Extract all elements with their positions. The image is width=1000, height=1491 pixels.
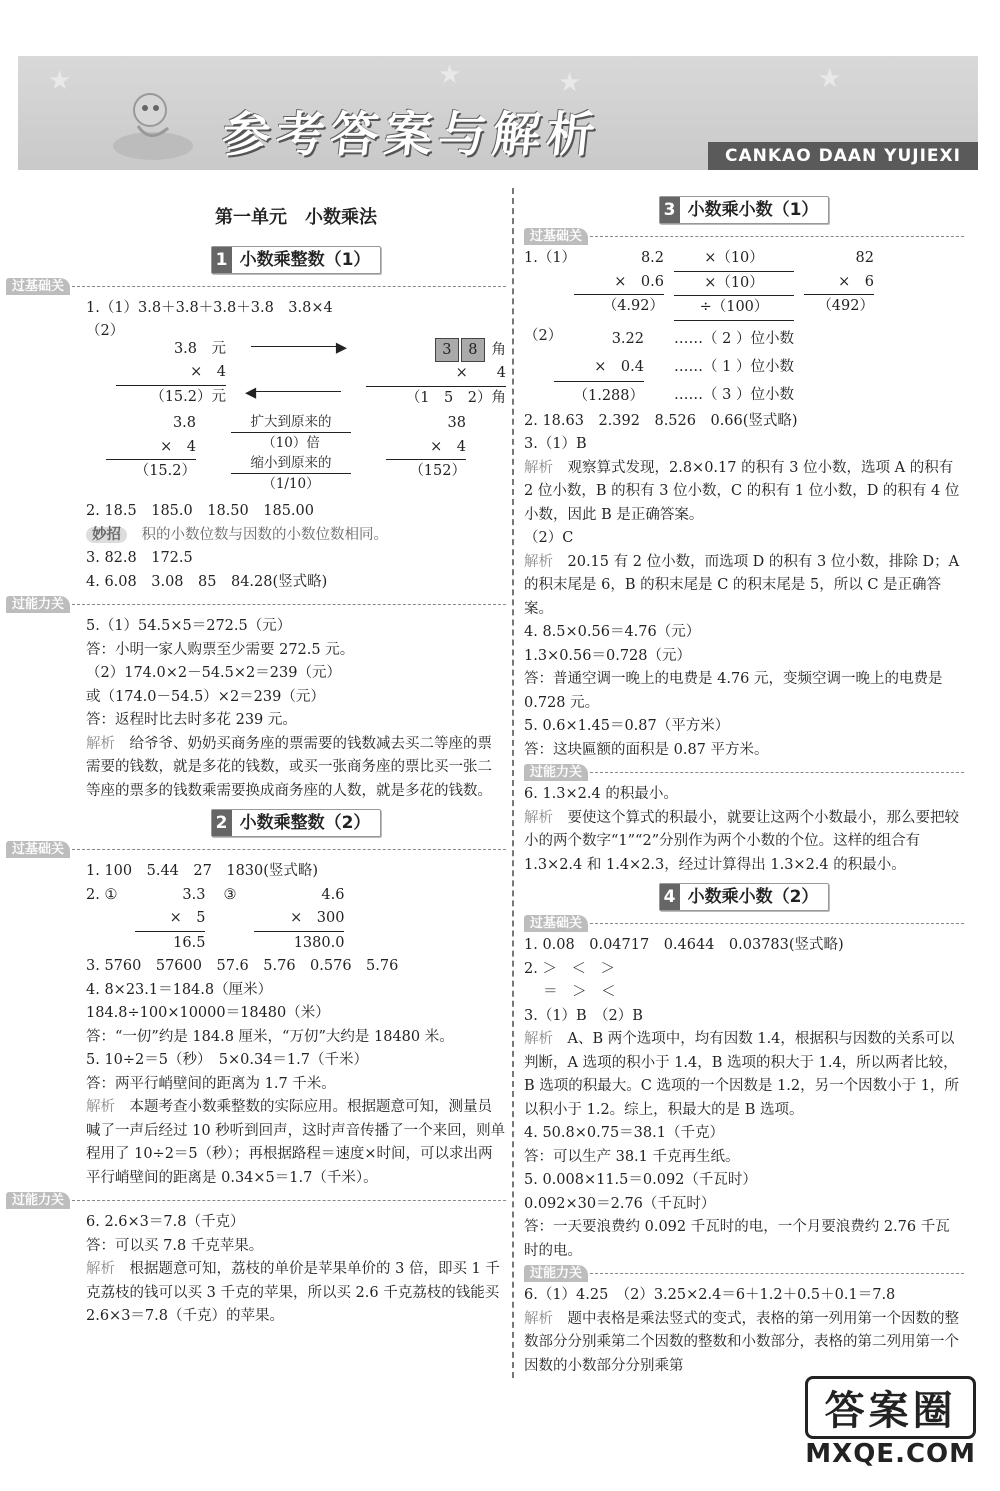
calc-text: 8.2 xyxy=(640,250,664,266)
calc-text: 角 xyxy=(491,341,506,358)
calc-text: × 300 xyxy=(254,907,344,932)
calc-text: （1 5 2）角 xyxy=(405,389,506,406)
mascot-icon xyxy=(108,84,198,164)
arrow-right-label: ×（10） xyxy=(674,272,794,297)
answer-line: 2. 18.5 185.0 18.50 185.00 xyxy=(86,503,314,519)
calc-text: （152） xyxy=(409,463,466,479)
section-number: 1 xyxy=(212,247,232,273)
page-subtitle: CANKAO DAAN YUJIEXI xyxy=(708,142,978,170)
calc-text: × 4 xyxy=(386,436,466,461)
arrow-left-icon: ◀ xyxy=(251,391,341,392)
analysis-block xyxy=(524,1028,964,1122)
arrow-right-icon: ▶ xyxy=(251,346,341,347)
answer-line: 6.（1）4.25 （2）3.25×2.4＝6＋1.2＋0.5＋0.1＝7.8 xyxy=(524,1287,896,1303)
answer-line: 1. 100 5.44 27 1830(竖式略) xyxy=(86,863,319,879)
right-column xyxy=(524,190,964,1378)
digit-box: 8 xyxy=(461,338,485,362)
calc-text: × 0.6 xyxy=(574,271,664,296)
tag-ability: 过能力关 xyxy=(524,764,964,781)
answer-line: ＝ ＞ ＜ xyxy=(524,984,616,1000)
calc-text: 2. ① xyxy=(86,886,118,903)
answer-line: 答：“一仞”约是 184.8 厘米，“万仞”大约是 18480 米。 xyxy=(86,1028,454,1045)
calc-text: （1/10） xyxy=(262,476,320,492)
answer-line: 4. 50.8×0.75＝38.1（千克） xyxy=(524,1125,724,1141)
section-title: 小数乘小数（1） xyxy=(687,200,819,220)
analysis-label: 解析 xyxy=(86,1099,115,1115)
answer-line: 答：一天要浪费约 0.092 千瓦时的电，一个月要浪费约 2.76 千瓦时的电。 xyxy=(524,1219,950,1259)
digit-box: 3 xyxy=(435,338,459,362)
section-1-header xyxy=(86,246,506,274)
answer-line: 3.（1）B xyxy=(524,436,587,452)
calc-text: 3.3 xyxy=(182,886,206,903)
answer-line: 6. 1.3×2.4 的积最小。 xyxy=(524,786,678,802)
calc-text: （492） xyxy=(817,298,874,314)
answer-line: 5. 0.008×11.5＝0.092（千瓦时） xyxy=(524,1172,757,1188)
answer-line: （2） xyxy=(86,323,125,339)
calc-text: （2） xyxy=(524,327,563,344)
calc-text: 1.（1） xyxy=(524,250,577,266)
answer-line: 4. 6.08 3.08 85 84.28(竖式略) xyxy=(86,573,328,590)
answer-line: 或（174.0－54.5）×2＝239（元） xyxy=(86,688,325,705)
analysis-block xyxy=(524,457,964,528)
analysis-label: 解析 xyxy=(86,735,115,752)
calc-text: 82 xyxy=(855,250,874,266)
answer-line: （2）C xyxy=(524,530,574,546)
calc-text: （15.2） xyxy=(134,463,196,479)
answer-line: 1.3×0.56＝0.728（元） xyxy=(524,647,692,664)
page-title: 参考答案与解析 xyxy=(219,107,604,163)
calc-text: ③ xyxy=(223,886,237,903)
answer-line: 6. 2.6×3＝7.8（千克） xyxy=(86,1214,245,1230)
section-number: 4 xyxy=(660,884,680,910)
calc-text: × 6 xyxy=(804,271,874,296)
analysis-text: 题中表格是乘法竖式的变式，表格的第一列用第一个因数的整数部分分别乘第二个因数的整数和小数部分，表格的第二列用第一个因数的小数部分分别乘第 xyxy=(524,1310,959,1374)
tag-ability: 过能力关 xyxy=(6,1192,506,1209)
calc-diagram-c xyxy=(524,247,964,321)
tag-basic: 过基础关 xyxy=(6,841,506,858)
analysis-text: 要使这个算式的积最小，就要让这两个小数最小，那么要把较小的两个数字“1”“2”分别作为两个小数的个位。这样的组合有 1.3×2.4 和 1.4×2.3，经过计算得出 1.3×2.4 的积最小。 xyxy=(524,809,959,873)
calc-text: 1380.0 xyxy=(293,934,345,951)
answer-line: 5.（1）54.5×5＝272.5（元） xyxy=(86,618,292,634)
analysis-text: 观察算式发现，2.8×0.17 的积有 3 位小数，选项 A 的积有 2 位小数，B 的积有 3 位小数，C 的积有 1 位小数，D 的积有 4 位小数，因此 B 是正确答案。 xyxy=(524,459,960,523)
arrow-left-label: ÷（100） xyxy=(674,296,794,321)
calc-text: 3.22 xyxy=(611,330,644,347)
section-title: 小数乘整数（1） xyxy=(239,249,371,270)
calc-text: × 4 xyxy=(366,362,506,387)
arrow-right-label: ×（10） xyxy=(674,247,794,272)
answer-line: 答：小明一家人购票至少需要 272.5 元。 xyxy=(86,641,355,658)
tag-basic: 过基础关 xyxy=(524,228,964,245)
analysis-block xyxy=(86,1096,506,1190)
calc-text: × 0.4 xyxy=(554,353,644,382)
watermark-url: MXQE.COM xyxy=(805,1439,976,1469)
analysis-text: 给爷爷、奶奶买商务座的票需要的钱数减去买二等座的票需要的钱数，就是多花的钱数，或买一张商务座的票比买一张二等座的票多的钱数乘需要换成商务座的人数，就是多花的钱数。 xyxy=(86,735,492,799)
calc-text: 3.8 xyxy=(172,415,196,431)
tip-label: 妙招 xyxy=(86,527,127,543)
calc-text: 4.6 xyxy=(321,886,345,903)
analysis-block xyxy=(86,1258,506,1329)
analysis-label: 解析 xyxy=(524,459,553,476)
tag-basic: 过基础关 xyxy=(524,915,964,932)
answer-line: 答：两平行峭壁间的距离为 1.7 千米。 xyxy=(86,1075,336,1092)
analysis-label: 解析 xyxy=(86,1261,115,1277)
calc-text: 缩小到原来的 xyxy=(250,455,332,471)
answer-line: 4. 8×23.1＝184.8（厘米） xyxy=(86,981,273,998)
calc-text: ……（ 1 ）位小数 xyxy=(674,358,794,375)
calc-text: 16.5 xyxy=(173,934,206,951)
star-icon: ★ xyxy=(818,64,842,94)
answer-line: 答：可以买 7.8 千克苹果。 xyxy=(86,1237,264,1254)
calc-text: （1.288） xyxy=(573,387,644,404)
answer-line: 答：这块匾额的面积是 0.87 平方米。 xyxy=(524,741,769,758)
column-divider xyxy=(512,188,514,1378)
calc-decimal-places xyxy=(524,325,964,410)
answer-line: 5. 0.6×1.45＝0.87（平方米） xyxy=(524,718,730,734)
analysis-label: 解析 xyxy=(524,809,553,826)
analysis-label: 解析 xyxy=(524,553,553,570)
section-title: 小数乘整数（2） xyxy=(239,813,371,833)
header-banner xyxy=(18,56,978,170)
analysis-block xyxy=(524,807,964,878)
analysis-block xyxy=(86,733,506,804)
calc-diagram-a xyxy=(116,338,506,411)
section-3-header xyxy=(524,196,964,224)
answer-line: 4. 8.5×0.56＝4.76（元） xyxy=(524,624,701,640)
calc-text: 3.8 元 xyxy=(173,340,226,357)
answer-line: 1.（1）3.8＋3.8＋3.8＋3.8 3.8×4 xyxy=(86,299,333,316)
tip-line xyxy=(86,524,506,548)
calc-text: （4.92） xyxy=(602,298,664,314)
answer-line: 3. 5760 57600 57.6 5.76 0.576 5.76 xyxy=(86,958,399,974)
calc-text: （10）倍 xyxy=(262,435,320,451)
calc-text: ……（ 2 ）位小数 xyxy=(674,330,794,347)
analysis-text: 根据题意可知，荔枝的单价是苹果单价的 3 倍，即买 1 千克荔枝的钱可以买 3 千克的苹果，所以买 2.6 千克荔枝的钱能买 2.6×3＝7.8（千克）的苹果。 xyxy=(86,1261,500,1324)
tag-basic: 过基础关 xyxy=(6,278,506,295)
calc-text: 38 xyxy=(447,415,466,431)
analysis-block xyxy=(524,551,964,622)
answer-line: 答：普通空调一晚上的电费是 4.76 元，变频空调一晚上的电费是 0.728 元。 xyxy=(524,671,943,711)
calc-text: 扩大到原来的 xyxy=(250,414,332,430)
calc-diagram-b xyxy=(106,412,466,494)
analysis-text: 本题考查小数乘整数的实际应用。根据题意可知，测量员喊了一声后经过 10 秒听到回声，这时声音传播了一个来回，则单程用了 10÷2＝5（秒）；再根据路程＝速度×时间，可以求出两平行峭壁间的距离是 0.34×5＝1.7（千米）。 xyxy=(86,1099,506,1186)
answer-line: 0.092×30＝2.76（千瓦时） xyxy=(524,1195,716,1212)
section-title: 小数乘小数（2） xyxy=(687,887,819,907)
tag-ability: 过能力关 xyxy=(6,596,506,613)
watermark-text: 答案圈 xyxy=(805,1376,976,1439)
answer-line: 5. 10÷2＝5（秒） 5×0.34＝1.7（千米） xyxy=(86,1052,368,1068)
star-icon: ★ xyxy=(48,66,72,96)
analysis-label: 解析 xyxy=(524,1031,553,1047)
section-number: 2 xyxy=(212,810,232,836)
answer-line: 3. 82.8 172.5 xyxy=(86,550,193,566)
tip-text: 积的小数位数与因数的小数位数相同。 xyxy=(141,526,388,543)
calc-text: ……（ 3 ）位小数 xyxy=(674,386,794,403)
watermark-logo xyxy=(805,1376,976,1469)
answer-line: 184.8÷100×10000＝18480（米） xyxy=(86,1005,330,1021)
section-2-header xyxy=(86,809,506,837)
answer-line: 1. 0.08 0.04717 0.4644 0.03783(竖式略) xyxy=(524,937,844,953)
unit-title: 第一单元 小数乘法 xyxy=(215,207,377,228)
calc-text: × 5 xyxy=(135,907,205,932)
star-icon: ★ xyxy=(558,68,582,98)
calc-vertical xyxy=(86,884,506,956)
section-4-header xyxy=(524,883,964,911)
star-icon: ★ xyxy=(438,60,462,90)
calc-text: × 4 xyxy=(106,436,196,461)
analysis-text: A、B 两个选项中，均有因数 1.4，根据积与因数的关系可以判断，A 选项的积小于 1.4，B 选项的积大于 1.4，所以两者比较，B 选项的积最大。C 选项的一个因数是 1.2，另一个因数小于 1，所以积小于 1.2。综上，积最大的是 B 选项。 xyxy=(524,1031,959,1118)
analysis-label: 解析 xyxy=(524,1310,553,1327)
answer-line: 答：返程时比去时多花 239 元。 xyxy=(86,712,297,728)
tag-ability: 过能力关 xyxy=(524,1265,964,1282)
answer-line: 答：可以生产 38.1 千克再生纸。 xyxy=(524,1148,740,1165)
analysis-block xyxy=(524,1308,964,1379)
answer-line: 2. 18.63 2.392 8.526 0.66(竖式略) xyxy=(524,412,798,429)
answer-line: 3.（1）B （2）B xyxy=(524,1007,643,1024)
answer-line: （2）174.0×2－54.5×2＝239（元） xyxy=(86,665,341,681)
calc-text: × 4 xyxy=(116,361,226,386)
section-number: 3 xyxy=(660,197,680,223)
calc-text: （15.2）元 xyxy=(150,388,226,405)
answer-line: 2. ＞ ＜ ＞ xyxy=(524,960,615,977)
analysis-text: 20.15 有 2 位小数，而选项 D 的积有 3 位小数，排除 D；A 的积末尾是 6，B 的积末尾是 C 的积末尾是 5，所以 C 是正确答案。 xyxy=(524,553,960,617)
left-column xyxy=(12,200,506,1329)
